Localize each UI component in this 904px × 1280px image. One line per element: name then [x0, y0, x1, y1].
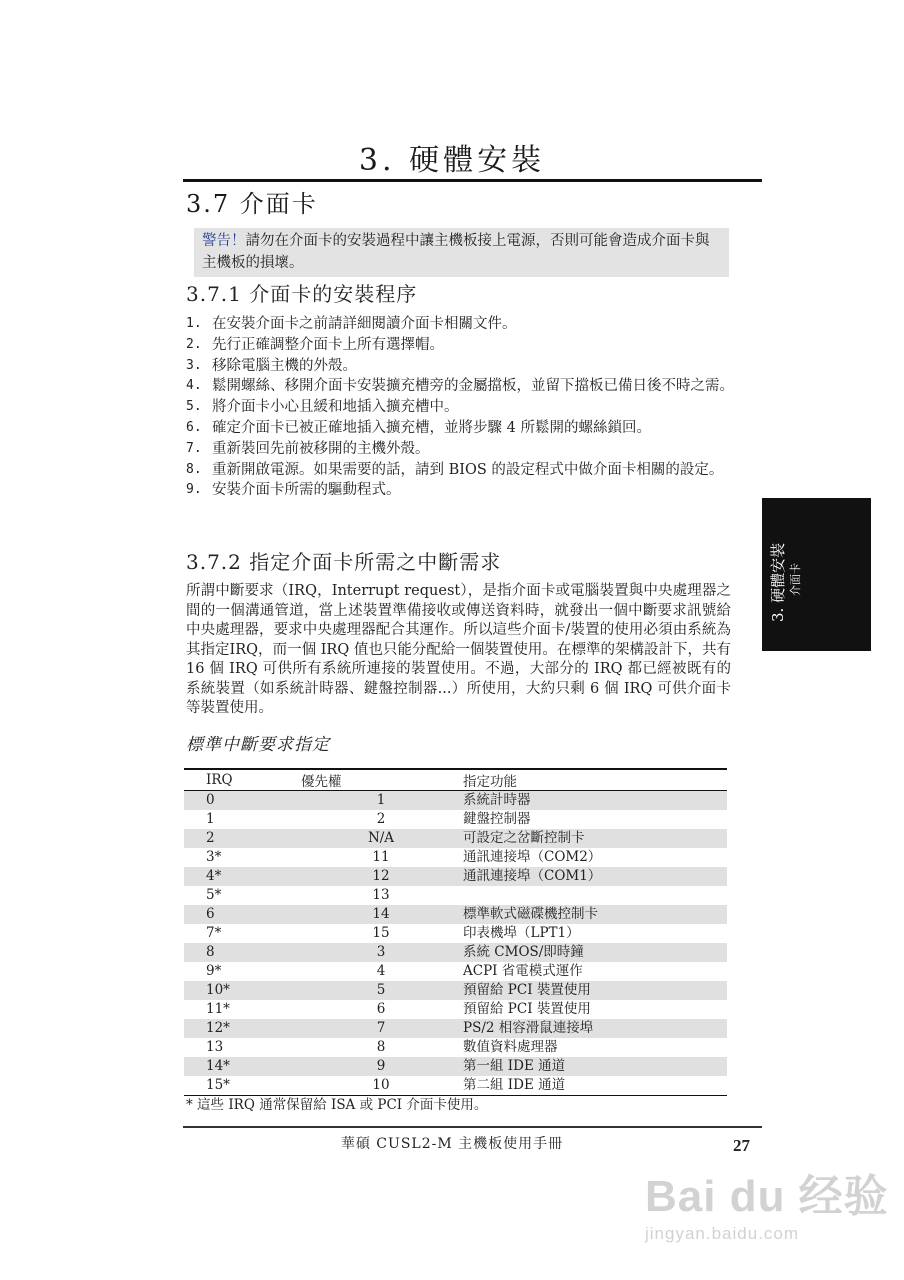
- install-step: [186, 397, 736, 418]
- warning-box: [194, 228, 729, 277]
- function-cell: 第一組 IDE 通道: [461, 1057, 727, 1076]
- priority-cell: 14: [301, 905, 461, 924]
- function-cell: 通訊連接埠（COM1）: [461, 867, 727, 886]
- table-row: [184, 1038, 727, 1057]
- table-row: [184, 1000, 727, 1019]
- priority-cell: 6: [376, 1001, 386, 1017]
- irq-table-caption: 標準中斷要求指定: [186, 735, 330, 755]
- irq-cell: 10*: [184, 981, 301, 1000]
- header-irq: IRQ: [184, 769, 301, 791]
- table-row: [184, 924, 727, 943]
- function-cell: 預留給 PCI 裝置使用: [461, 981, 727, 1000]
- priority-cell: 12: [301, 867, 461, 886]
- irq-cell: 6: [184, 905, 301, 924]
- step-number: 9.: [186, 482, 202, 498]
- irq-table: [184, 768, 727, 1096]
- function-cell: 可設定之岔斷控制卡: [461, 829, 727, 848]
- step-text: 重新裝回先前被移開的主機外殼。: [212, 440, 430, 457]
- subsection-irq-title: 3.7.2 指定介面卡所需之中斷需求: [186, 550, 502, 574]
- footer-rule: [183, 1126, 762, 1128]
- side-tab-section: 介面卡: [789, 563, 802, 596]
- install-step: [186, 335, 736, 356]
- priority-cell: 11: [372, 849, 390, 865]
- irq-table-header: [184, 769, 727, 791]
- function-cell: 預留給 PCI 裝置使用: [463, 1001, 591, 1017]
- function-cell: PS/2 相容滑鼠連接埠: [461, 1019, 727, 1038]
- priority-cell: 8: [376, 1039, 386, 1055]
- irq-cell: 7*: [206, 925, 222, 941]
- install-step: [186, 356, 736, 377]
- side-tab-chapter: 3. 硬體安裝: [769, 542, 787, 622]
- chapter-title: 3. 硬體安裝: [358, 143, 546, 178]
- header-priority: 優先權: [301, 769, 461, 791]
- function-cell: 系統計時器: [461, 791, 727, 811]
- install-step: [186, 314, 736, 335]
- step-number: 7.: [186, 440, 202, 456]
- table-row: [184, 810, 727, 829]
- step-number: 1.: [186, 316, 202, 331]
- table-row: [184, 886, 727, 905]
- function-cell: [461, 886, 727, 905]
- table-row: [184, 905, 727, 924]
- step-text: 鬆開螺絲、移開介面卡安裝擴充槽旁的金屬擋板，並留下擋板已備日後不時之需。: [212, 378, 734, 395]
- page-number: 27: [733, 1136, 750, 1155]
- irq-cell: 5*: [206, 887, 222, 903]
- step-text: 重新開啟電源。如果需要的話，請到 BIOS 的設定程式中做介面卡相關的設定。: [212, 461, 724, 478]
- function-cell: ACPI 省電模式運作: [463, 963, 583, 979]
- irq-cell: 8: [184, 943, 301, 962]
- table-row: [184, 962, 727, 981]
- step-number: 3.: [186, 357, 202, 373]
- priority-cell: 3: [301, 943, 461, 962]
- step-text: 將介面卡小心且緩和地插入擴充槽中。: [212, 399, 459, 416]
- function-cell: 通訊連接埠（COM2）: [463, 849, 602, 865]
- warning-text: 請勿在介面卡的安裝過程中讓主機板接上電源，否則可能會造成介面卡與主機板的損壞。: [202, 233, 710, 271]
- irq-cell: 15*: [184, 1076, 301, 1096]
- function-cell: 數值資料處理器: [463, 1039, 558, 1055]
- table-row: [184, 791, 727, 811]
- priority-cell: 7: [301, 1019, 461, 1038]
- step-number: 5.: [186, 399, 202, 415]
- function-cell: 鍵盤控制器: [463, 811, 531, 827]
- install-step: [186, 439, 736, 460]
- footer-title: 華碩 CUSL2-M 主機板使用手冊: [340, 1136, 564, 1152]
- watermark-brand: Bai du 经验: [645, 1172, 889, 1221]
- watermark: [645, 1160, 889, 1244]
- irq-cell: 1: [206, 811, 215, 827]
- install-step: [186, 480, 736, 501]
- irq-cell: 12*: [184, 1019, 301, 1038]
- step-text: 先行正確調整介面卡上所有選擇帽。: [212, 336, 444, 353]
- priority-cell: 4: [376, 963, 386, 979]
- function-cell: 系統 CMOS/即時鐘: [461, 943, 727, 962]
- priority-cell: 2: [376, 811, 386, 827]
- table-row: [184, 867, 727, 886]
- step-number: 2.: [186, 336, 202, 352]
- chapter-rule: [183, 179, 762, 182]
- irq-footnote: * 這些 IRQ 通常保留給 ISA 或 PCI 介面卡使用。: [186, 1097, 488, 1113]
- table-row: [184, 1019, 727, 1038]
- step-text: 移除電腦主機的外殼。: [212, 357, 357, 374]
- irq-cell: 2: [184, 829, 301, 848]
- install-steps-list: [186, 314, 736, 501]
- step-text: 在安裝介面卡之前請詳細閱讀介面卡相關文件。: [212, 316, 517, 332]
- step-text: 安裝介面卡所需的驅動程式。: [212, 482, 401, 499]
- step-number: 4.: [186, 378, 202, 394]
- irq-cell: 3*: [206, 849, 222, 865]
- table-row: [184, 981, 727, 1000]
- install-step: [186, 460, 736, 481]
- function-cell: 印表機埠（LPT1）: [463, 925, 580, 941]
- header-function: 指定功能: [461, 769, 727, 791]
- table-row: [184, 848, 727, 867]
- subsection-install-title: 3.7.1 介面卡的安裝程序: [186, 282, 418, 306]
- priority-cell: 9: [301, 1057, 461, 1076]
- priority-cell: N/A: [301, 829, 461, 848]
- install-step: [186, 376, 736, 397]
- step-number: 6.: [186, 419, 202, 435]
- priority-cell: 15: [372, 925, 390, 941]
- irq-paragraph: 所謂中斷要求（IRQ，Interrupt request），是指介面卡或電腦裝置與中央處理器之間的一個溝通管道，當上述裝置準備接收或傳送資料時，就發出一個中斷要求訊號給中央處理器，要求中央處理器配合其運作。所以這些介面卡/裝置的使用必須由系統為其指定IRQ，而一個 IRQ 值也只能分配給一個裝置使用。在標準的架構設計下，共有 16 個 IRQ 可供所有系統所連接的裝置使用。不過，大部分的 IRQ 都已經被既有的系統裝置（如系統計時器、鍵盤控制器...）所使用，大約只剩 6 個 IRQ 可供介面卡等裝置使用。: [186, 583, 731, 716]
- watermark-url: jingyan.baidu.com: [645, 1224, 800, 1243]
- step-text: 確定介面卡已被正確地插入擴充槽，並將步驟 4 所鬆開的螺絲鎖回。: [212, 419, 651, 436]
- install-step: [186, 418, 736, 439]
- irq-cell: 0: [184, 791, 301, 811]
- irq-cell: 13: [206, 1039, 224, 1055]
- irq-cell: 9*: [206, 963, 222, 979]
- priority-cell: 13: [372, 887, 390, 903]
- step-number: 8.: [186, 461, 202, 477]
- table-row: [184, 1057, 727, 1076]
- function-cell: 第二組 IDE 通道: [461, 1076, 727, 1096]
- irq-cell: 14*: [184, 1057, 301, 1076]
- section-title: 3.7 介面卡: [186, 190, 318, 218]
- table-row: [184, 943, 727, 962]
- irq-cell: 4*: [184, 867, 301, 886]
- table-row: [184, 829, 727, 848]
- function-cell: 標準軟式磁碟機控制卡: [461, 905, 727, 924]
- warning-label: 警告！: [202, 233, 246, 249]
- priority-cell: 1: [301, 791, 461, 811]
- priority-cell: 5: [301, 981, 461, 1000]
- priority-cell: 10: [301, 1076, 461, 1096]
- irq-cell: 11*: [206, 1001, 230, 1017]
